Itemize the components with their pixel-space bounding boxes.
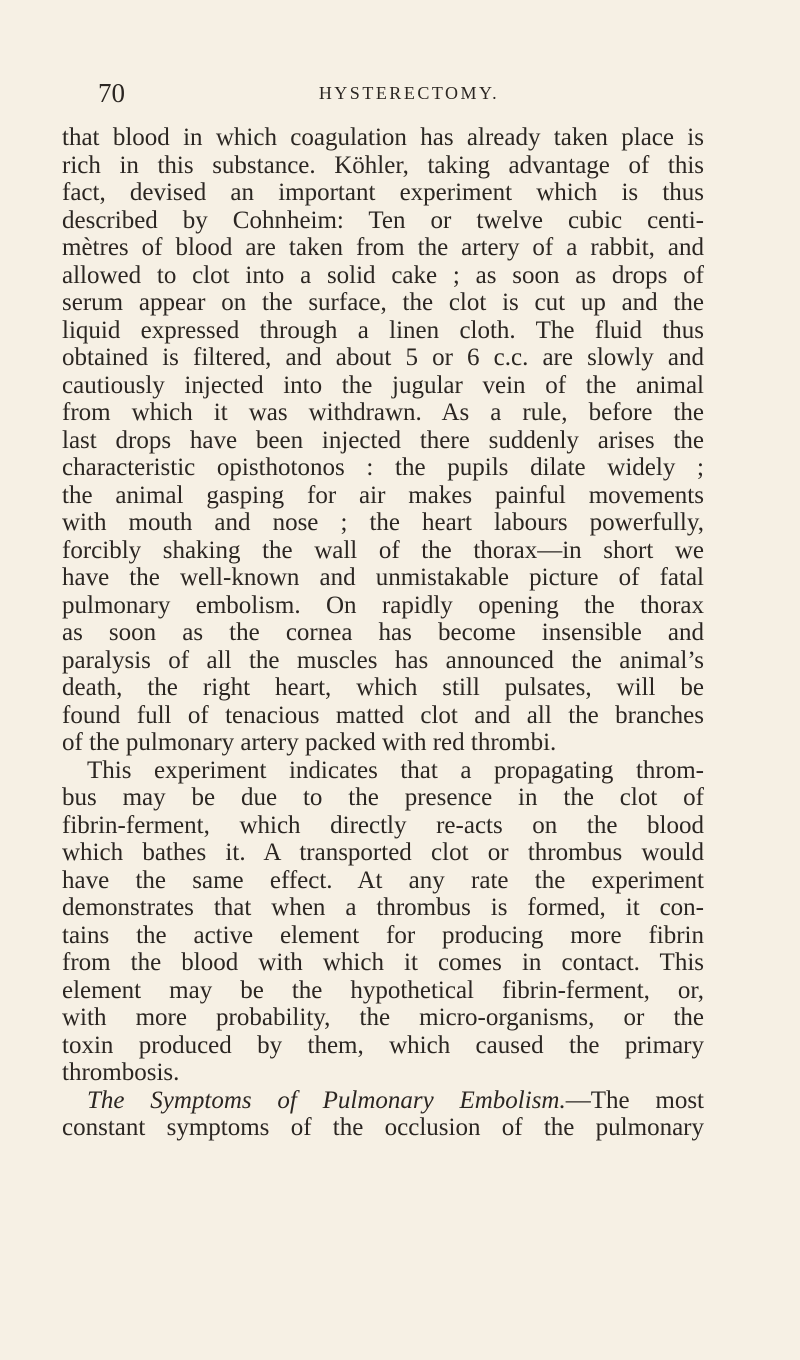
paragraph-symptoms: [62, 1087, 704, 1142]
text-line: from which it was withdrawn. As a rule, before the: [62, 399, 704, 426]
text-line: constant symptoms of the occlusion of the pulmonary: [62, 1114, 704, 1141]
text-line: liquid expressed through a linen cloth. The fluid thus: [62, 316, 704, 344]
text-line: of the pulmonary artery packed with red thrombi.: [62, 729, 557, 756]
page-header: [98, 77, 720, 113]
section-heading: The Symptoms of Pulmonary Embolism.: [87, 1086, 566, 1114]
paragraph-experiment: [62, 124, 704, 757]
text-line: paralysis of all the muscles has announced the animal’s: [62, 646, 704, 674]
heading-line-rest: —The most: [565, 1086, 704, 1114]
text-line: found full of tenacious matted clot and all the branches: [62, 701, 704, 729]
text-line: which bathes it. A transported clot or thrombus would: [62, 839, 704, 866]
body-text: [62, 124, 704, 1142]
text-line: This experiment indicates that a propagating throm-: [87, 756, 704, 784]
text-line: described by Cohnheim: Ten or twelve cubic centi-: [62, 206, 704, 234]
text-line: last drops have been injected there suddenly arises the: [62, 426, 704, 454]
text-line: have the well-known and unmistakable picture of fatal: [62, 564, 704, 591]
text-line: fibrin-ferment, which directly re-acts on the blood: [62, 811, 704, 839]
text-line: thrombosis.: [62, 1059, 180, 1086]
text-line: as soon as the cornea has become insensible and: [62, 619, 704, 646]
text-line: forcibly shaking the wall of the thorax—in short we: [62, 536, 704, 564]
text-line: mètres of blood are taken from the artery of a rabbit, and: [62, 234, 704, 261]
paragraph-indication: [62, 757, 704, 1087]
text-line: element may be the hypothetical fibrin-ferment, or,: [62, 976, 704, 1004]
text-line: that blood in which coagulation has already taken place is: [62, 124, 704, 151]
text-line: tains the active element for producing more fibrin: [62, 921, 704, 949]
text-line: the animal gasping for air makes painful movements: [62, 481, 704, 509]
text-line: rich in this substance. Köhler, taking advantage of this: [62, 151, 704, 179]
text-line: with mouth and nose ; the heart labours powerfully,: [62, 509, 704, 536]
running-title: HYSTERECTOMY.: [318, 83, 500, 103]
text-line: death, the right heart, which still pulsates, will be: [62, 674, 704, 701]
text-line: [62, 1087, 704, 1115]
text-line: bus may be due to the presence in the clot of: [62, 784, 704, 811]
text-line: cautiously injected into the jugular vein of the animal: [62, 371, 704, 399]
page-number: 70: [98, 78, 125, 108]
text-line: demonstrates that when a thrombus is formed, it con-: [62, 894, 704, 921]
text-line: serum appear on the surface, the clot is cut up and the: [62, 289, 704, 316]
text-line: allowed to clot into a solid cake ; as soon as drops of: [62, 261, 704, 289]
text-line: with more probability, the micro-organisms, or the: [62, 1004, 704, 1031]
text-line: toxin produced by them, which caused the primary: [62, 1031, 704, 1059]
text-line: from the blood with which it comes in contact. This: [62, 949, 704, 976]
text-line: fact, devised an important experiment which is thus: [62, 179, 704, 206]
text-line: characteristic opisthotonos : the pupils dilate widely ;: [62, 454, 704, 481]
text-line: pulmonary embolism. On rapidly opening the thorax: [62, 591, 704, 619]
text-line: obtained is filtered, and about 5 or 6 c.c. are slowly and: [62, 344, 704, 371]
text-line: have the same effect. At any rate the experiment: [62, 866, 704, 894]
